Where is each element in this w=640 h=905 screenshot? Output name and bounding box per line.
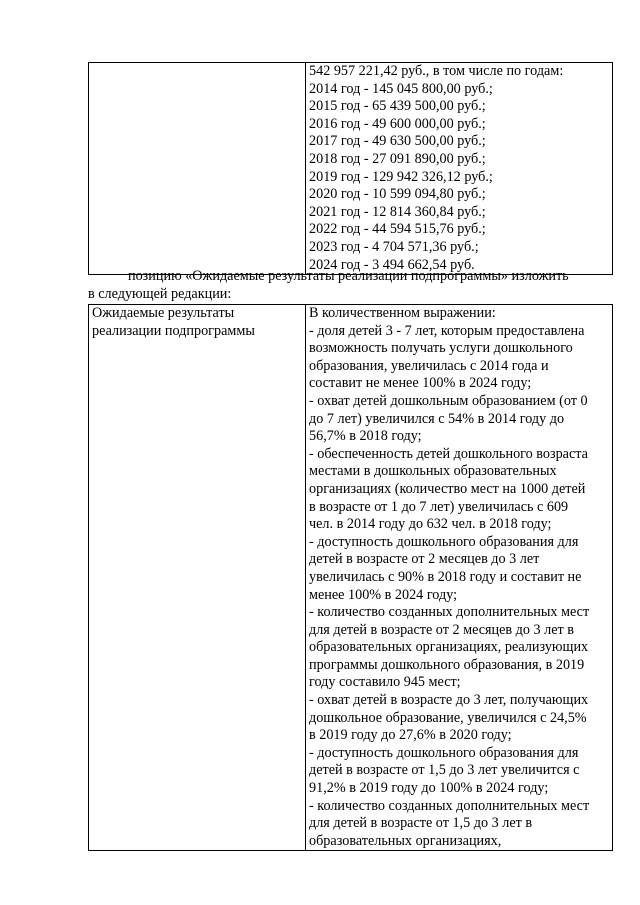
result-line: образовательных организациях, (309, 832, 502, 849)
amendment-paragraph (88, 268, 606, 303)
result-line: 56,7% в 2018 году; (309, 428, 422, 445)
funding-line: 2023 год - 4 704 571,36 руб.; (309, 238, 479, 255)
funding-line: 542 957 221,42 руб., в том числе по годам: (309, 63, 564, 79)
expected-results-label-cell (89, 305, 306, 851)
result-line: чел. в 2014 году до 632 чел. в 2018 году; (309, 516, 552, 533)
funding-line: 2015 год - 65 439 500,00 руб.; (309, 98, 486, 115)
result-line: увеличилась с 90% в 2018 году и составит не (309, 568, 582, 585)
paragraph-line: позицию «Ожидаемые результаты реализации подпрограммы» изложить (128, 268, 569, 284)
expected-results-table (88, 304, 613, 851)
label-line: Ожидаемые результаты (92, 305, 235, 321)
result-line: организациях (количество мест на 1000 детей (309, 480, 586, 497)
funding-line: 2022 год - 44 594 515,76 руб.; (309, 221, 486, 238)
result-line: - количество созданных дополнительных мест (309, 604, 590, 621)
result-line: детей в возрасте от 1,5 до 3 лет увеличится с (309, 762, 580, 779)
result-line: образования, увеличилась с 2014 года и (309, 357, 549, 374)
funding-line: 2019 год - 129 942 326,12 руб.; (309, 168, 493, 185)
result-line: - охват детей в возрасте до 3 лет, получающих (309, 692, 589, 709)
result-line: для детей в возрасте от 2 месяцев до 3 лет в (309, 621, 575, 638)
result-line: возможность получать услуги дошкольного (309, 340, 573, 357)
funding-label-cell (89, 63, 306, 275)
result-line: - количество созданных дополнительных мест (309, 797, 590, 814)
result-line: составит не менее 100% в 2024 году; (309, 375, 532, 392)
label-line: реализации подпрограммы (92, 322, 255, 339)
result-line: - доля детей 3 - 7 лет, которым предоставлена (309, 322, 585, 339)
funding-line: 2016 год - 49 600 000,00 руб.; (309, 115, 486, 132)
result-line: до 7 лет) увеличился с 54% в 2014 году до (309, 410, 565, 427)
result-line: - доступность дошкольного образования для (309, 744, 579, 761)
funding-line: 2021 год - 12 814 360,84 руб.; (309, 203, 486, 220)
funding-line: 2017 год - 49 630 500,00 руб.; (309, 133, 486, 150)
result-line: программы дошкольного образования, в 2019 (309, 656, 585, 673)
result-line: в 2019 году до 27,6% в 2020 году; (309, 727, 512, 744)
expected-results-row (89, 305, 613, 851)
funding-line: 2018 год - 27 091 890,00 руб.; (309, 150, 486, 167)
result-line: 91,2% в 2019 году до 100% в 2024 году; (309, 780, 549, 797)
result-line: - доступность дошкольного образования для (309, 533, 579, 550)
paragraph-line: в следующей редакции: (88, 285, 232, 302)
result-line: образовательных организациях, реализующих (309, 639, 589, 656)
funding-line: 2024 год - 3 494 662,54 руб. (309, 256, 475, 273)
funding-line: 2020 год - 10 599 094,80 руб.; (309, 186, 486, 203)
result-line: - охват детей дошкольным образованием (от 0 (309, 392, 588, 409)
result-line: В количественном выражении: (309, 305, 496, 321)
result-line: менее 100% в 2024 году; (309, 586, 458, 603)
funding-row (89, 63, 613, 275)
expected-results-text-cell (306, 305, 613, 851)
funding-line: 2014 год - 145 045 800,00 руб.; (309, 80, 493, 97)
funding-table (88, 62, 613, 275)
result-line: в возрасте от 1 до 7 лет) увеличилась с 609 (309, 498, 569, 515)
result-line: - обеспеченность детей дошкольного возраста (309, 445, 588, 462)
funding-values-cell (306, 63, 613, 275)
result-line: году составило 945 мест; (309, 674, 461, 691)
result-line: детей в возрасте от 2 месяцев до 3 лет (309, 551, 540, 568)
result-line: для детей в возрасте от 1,5 до 3 лет в (309, 815, 533, 832)
result-line: дошкольное образование, увеличился с 24,5% (309, 709, 587, 726)
result-line: местами в дошкольных образовательных (309, 463, 557, 480)
